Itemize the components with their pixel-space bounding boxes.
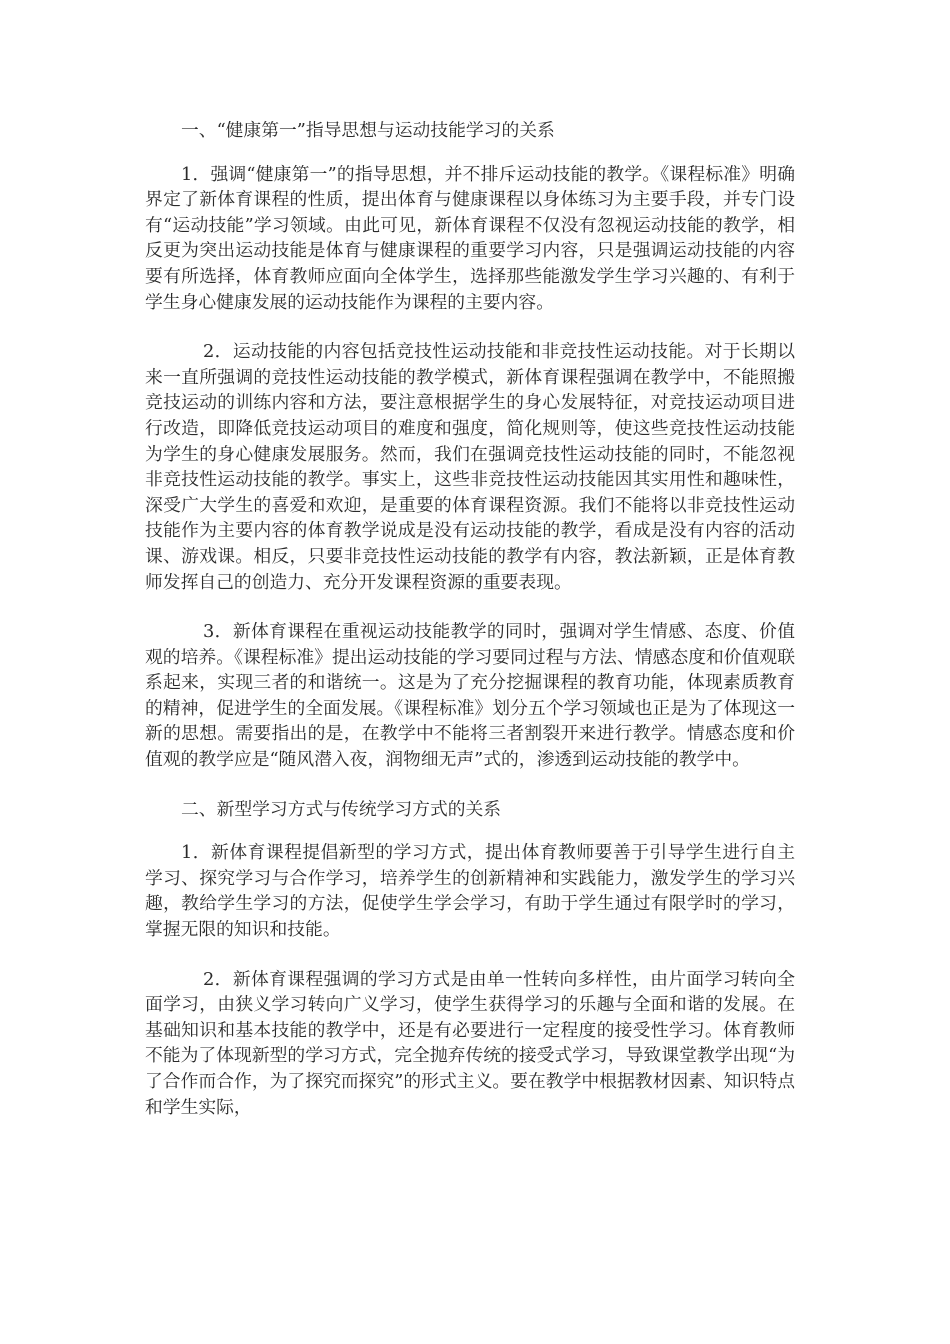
section-2-heading: 二、新型学习方式与传统学习方式的关系 bbox=[181, 798, 502, 820]
section-1-heading: 一、“健康第一”指导思想与运动技能学习的关系 bbox=[181, 120, 555, 141]
section-2-paragraph-2: 2．新体育课程强调的学习方式是由单一性转向多样性，由片面学习转向全面学习，由狭义学习转向广义学习，使学生获得学习的乐趣与全面和谐的发展。在基础知识和基本技能的教学中，还是有必要进行一定程度的接受性学习。体育教师不能为了体现新型的学习方式，完全抛弃传统的接受式学习，导致课堂教学出现“为了合作而合作，为了探究而探究”的形式主义。要在教学中根据教材因素、知识特点和学生实际， bbox=[145, 968, 795, 1118]
document-page bbox=[145, 118, 795, 1144]
section-1-paragraph-1: 1．强调“健康第一”的指导思想，并不排斥运动技能的教学。《课程标准》明确界定了新体育课程的性质，提出体育与健康课程以身体练习为主要手段，并专门设有“运动技能”学习领域。由此可见，新体育课程不仅没有忽视运动技能的教学，相反更为突出运动技能是体育与健康课程的重要学习内容，只是强调运动技能的内容要有所选择，体育教师应面向全体学生，选择那些能激发学生学习兴趣的、有利于学生身心健康发展的运动技能作为课程的主要内容。 bbox=[145, 163, 795, 313]
section-2-paragraph-1: 1．新体育课程提倡新型的学习方式，提出体育教师要善于引导学生进行自主学习、探究学习与合作学习，培养学生的创新精神和实践能力，激发学生的学习兴趣，教给学生学习的方法，促使学生学会学习，有助于学生通过有限学时的学习，掌握无限的知识和技能。 bbox=[145, 842, 795, 941]
section-1-paragraph-2: 2．运动技能的内容包括竞技性运动技能和非竞技性运动技能。对于长期以来一直所强调的竞技性运动技能的教学模式，新体育课程强调在教学中，不能照搬竞技运动的训练内容和方法，要注意根据学生的身心发展特征，对竞技运动项目进行改造，即降低竞技运动项目的难度和强度，简化规则等，使这些竞技性运动技能为学生的身心健康发展服务。然而，我们在强调竞技性运动技能的同时，不能忽视非竞技性运动技能的教学。事实上，这些非竞技性运动技能因其实用性和趣味性，深受广大学生的喜爱和欢迎，是重要的体育课程资源。我们不能将以非竞技性运动技能作为主要内容的体育教学说成是没有运动技能的教学，看成是没有内容的活动课、游戏课。相反，只要非竞技性运动技能的教学有内容，教法新颖，正是体育教师发挥自己的创造力、充分开发课程资源的重要表现。 bbox=[145, 341, 795, 593]
section-1-paragraph-3: 3．新体育课程在重视运动技能教学的同时，强调对学生情感、态度、价值观的培养。《课程标准》提出运动技能的学习要同过程与方法、情感态度和价值观联系起来，实现三者的和谐统一。这是为了充分挖掘课程的教育功能，体现素质教育的精神，促进学生的全面发展。《课程标准》划分五个学习领域也正是为了体现这一新的思想。需要指出的是，在教学中不能将三者割裂开来进行教学。情感态度和价值观的教学应是“随风潜入夜，润物细无声”式的，渗透到运动技能的教学中。 bbox=[145, 621, 795, 771]
